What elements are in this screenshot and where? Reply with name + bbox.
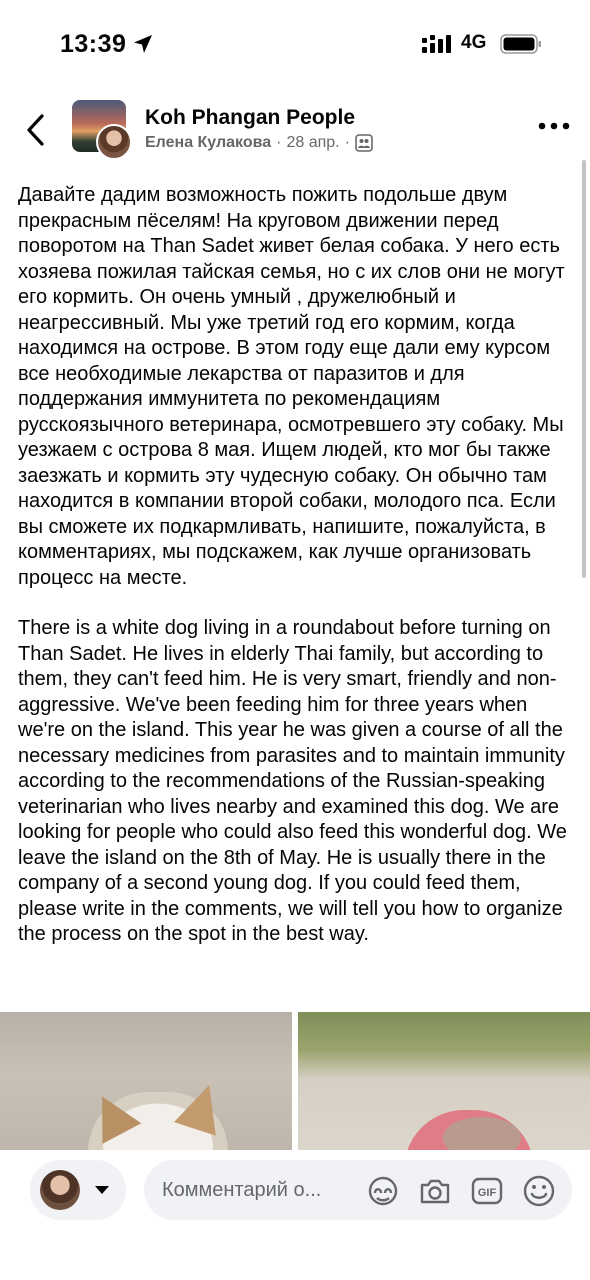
post-date[interactable]: 28 апр. <box>286 134 340 151</box>
post-header <box>0 90 590 168</box>
gif-icon[interactable] <box>470 1174 504 1208</box>
post-text <box>18 183 574 973</box>
emoji-icon[interactable] <box>522 1174 556 1208</box>
location-arrow-icon <box>132 33 154 55</box>
svg-text:GIF: GIF <box>477 1187 497 1199</box>
group-icon <box>355 134 373 152</box>
more-options-button[interactable] <box>538 120 570 132</box>
post-photo-white-dog[interactable] <box>0 1012 292 1162</box>
comment-input[interactable] <box>162 1174 352 1206</box>
scrollbar[interactable] <box>582 160 586 578</box>
post-meta <box>145 134 373 152</box>
status-time: 13:39 <box>60 30 127 58</box>
meta-separator-2: · <box>344 134 350 151</box>
back-button[interactable] <box>22 112 50 148</box>
chevron-down-icon <box>94 1185 110 1195</box>
camera-icon[interactable] <box>418 1174 452 1208</box>
status-bar <box>0 0 590 90</box>
post-paragraph-en: There is a white dog living in a roundabout before turning on Than Sadet. He lives in elderly Thai family, but according to them, they can't feed him. He is very smart, friendly and non-aggressive. We've been feeding him for three years when we're on the island. This year he was given a course of all the necessary medicines from parasites and to maintain immunity according to the recommendations of the Russian-speaking veterinarian who lives nearby and examined this dog. We are looking for people who could also feed this wonderful dog. We leave the island on the 8th of May. He is usually there in the company of a second young dog. If you could feed them, please write in the comments, we will tell you how to organize the process on the spot in the best way. <box>18 617 567 945</box>
network-type: 4G <box>461 32 487 53</box>
comment-input-container[interactable] <box>144 1160 572 1220</box>
comment-bar <box>0 1150 590 1280</box>
battery-icon <box>500 34 542 54</box>
author-name[interactable]: Елена Кулакова <box>145 134 272 151</box>
avatar-sticker-icon[interactable] <box>366 1174 400 1208</box>
meta-separator: · <box>276 134 282 151</box>
comment-as-selector[interactable] <box>30 1160 126 1220</box>
current-user-avatar <box>40 1170 80 1210</box>
group-name[interactable]: Koh Phangan People <box>145 106 356 129</box>
post-photo-young-dog[interactable] <box>298 1012 590 1162</box>
cellular-signal-icon <box>422 35 452 53</box>
post-paragraph-ru: Давайте дадим возможность пожить подольше двум прекрасным пёселям! На круговом движении перед поворотом на Than Sadet живет белая собака. У него есть хозяева пожилая тайская семья, но с их слов они не могут его кормить. Он очень умный , дружелюбный и неагрессивный. Мы уже третий год его кормим, когда находимся на острове. В этом году еще дали ему курсом все необходимые лекарства от паразитов и для поддержания иммунитета по рекомендациям русскоязычного ветеринара, осмотревшего эту собаку. Мы уезжаем с острова 8 мая. Ищем людей, кто мог бы также заезжать и кормить эту чудесную собаку. Он обычно там находится в компании второй собаки, молодого пса. Если вы сможете их подкармливать, напишите, пожалуйста, в комментариях, мы подскажем, как лучше организовать процесс на месте. <box>18 184 565 589</box>
author-avatar[interactable] <box>96 124 132 160</box>
